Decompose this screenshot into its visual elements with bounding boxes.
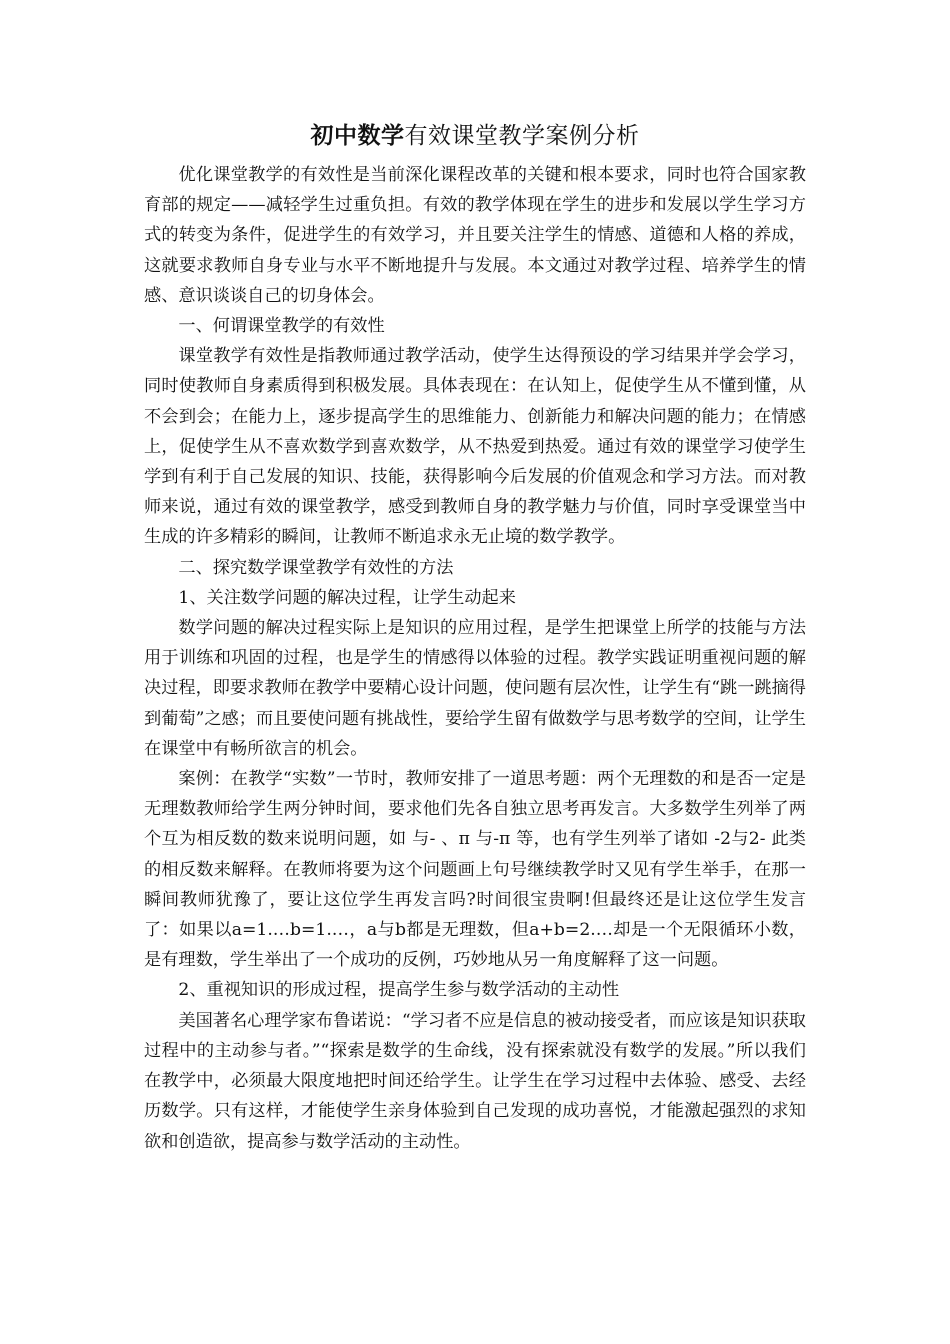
title-rest-part: 有效课堂教学案例分析	[404, 123, 640, 149]
subsection-heading-1: 1、关注数学问题的解决过程，让学生动起来	[178, 587, 516, 608]
document-title	[144, 118, 806, 154]
definition-paragraph: 课堂教学有效性是指教师通过教学活动，使学生达得预设的学习结果并学会学习，同时使教师自身素质得到积极发展。具体表现在：在认知上，促使学生从不懂到懂，从不会到会；在能力上，逐步提高学生的思维能力、创新能力和解决问题的能力；在情感上，促使学生从不喜欢数学到喜欢数学，从不热爱到热爱。通过有效的课堂学习使学生学到有利于自己发展的知识、技能，获得影响今后发展的价值观念和学习方法。而对教师来说，通过有效的课堂教学，感受到教师自身的教学魅力与价值，同时享受课堂当中生成的许多精彩的瞬间，让教师不断追求永无止境的数学教学。	[144, 346, 806, 548]
title-bold-part: 初中数学	[310, 123, 405, 149]
subsection-heading-2: 2、重视知识的形成过程，提高学生参与数学活动的主动性	[178, 980, 620, 1001]
section-heading-2: 二、探究数学课堂教学有效性的方法	[178, 557, 454, 578]
case-example-paragraph: 案例：在教学“实数”一节时，教师安排了一道思考题：两个无理数的和是否一定是无理数教师给学生两分钟时间，要求他们先各自独立思考再发言。大多数学生列举了两个互为相反数的数来说明问题，如 与- 、π 与-π 等，也有学生列举了诸如 -2与2- 此类的相反数来解释。在教师将要为这个问题画上句号继续教学时又见有学生举手，在那一瞬间教师犹豫了，要让这位学生再发言吗?时间很宝贵啊!但最终还是让这位学生发言了：如果以a=1.…b=1.…，a与b都是无理数，但a+b=2.…却是一个无限循环小数，是有理数，学生举出了一个成功的反例，巧妙地从另一角度解释了这一问题。	[144, 769, 806, 971]
problem-solving-paragraph: 数学问题的解决过程实际上是知识的应用过程，是学生把课堂上所学的技能与方法用于训练和巩固的过程，也是学生的情感得以体验的过程。教学实践证明重视问题的解决过程，即要求教师在教学中要精心设计问题，使问题有层次性，让学生有“跳一跳摘得到葡萄”之感；而且要使问题有挑战性，要给学生留有做数学与思考数学的空间，让学生在课堂中有畅所欲言的机会。	[144, 618, 806, 759]
intro-paragraph: 优化课堂教学的有效性是当前深化课程改革的关键和根本要求，同时也符合国家教育部的规定——减轻学生过重负担。有效的教学体现在学生的进步和发展以学生学习方式的转变为条件，促进学生的有效学习，并且要关注学生的情感、道德和人格的养成，这就要求教师自身专业与水平不断地提升与发展。本文通过对教学过程、培养学生的情感、意识谈谈自己的切身体会。	[144, 165, 806, 306]
knowledge-formation-paragraph: 美国著名心理学家布鲁诺说：“学习者不应是信息的被动接受者，而应该是知识获取过程中的主动参与者。”“探索是数学的生命线，没有探索就没有数学的发展。”所以我们在教学中，必须最大限度地把时间还给学生。让学生在学习过程中去体验、感受、去经历数学。只有这样，才能使学生亲身体验到自己发现的成功喜悦，才能激起强烈的求知欲和创造欲，提高参与数学活动的主动性。	[144, 1010, 806, 1152]
document-page	[144, 118, 806, 1157]
section-heading-1: 一、何谓课堂教学的有效性	[178, 316, 385, 337]
